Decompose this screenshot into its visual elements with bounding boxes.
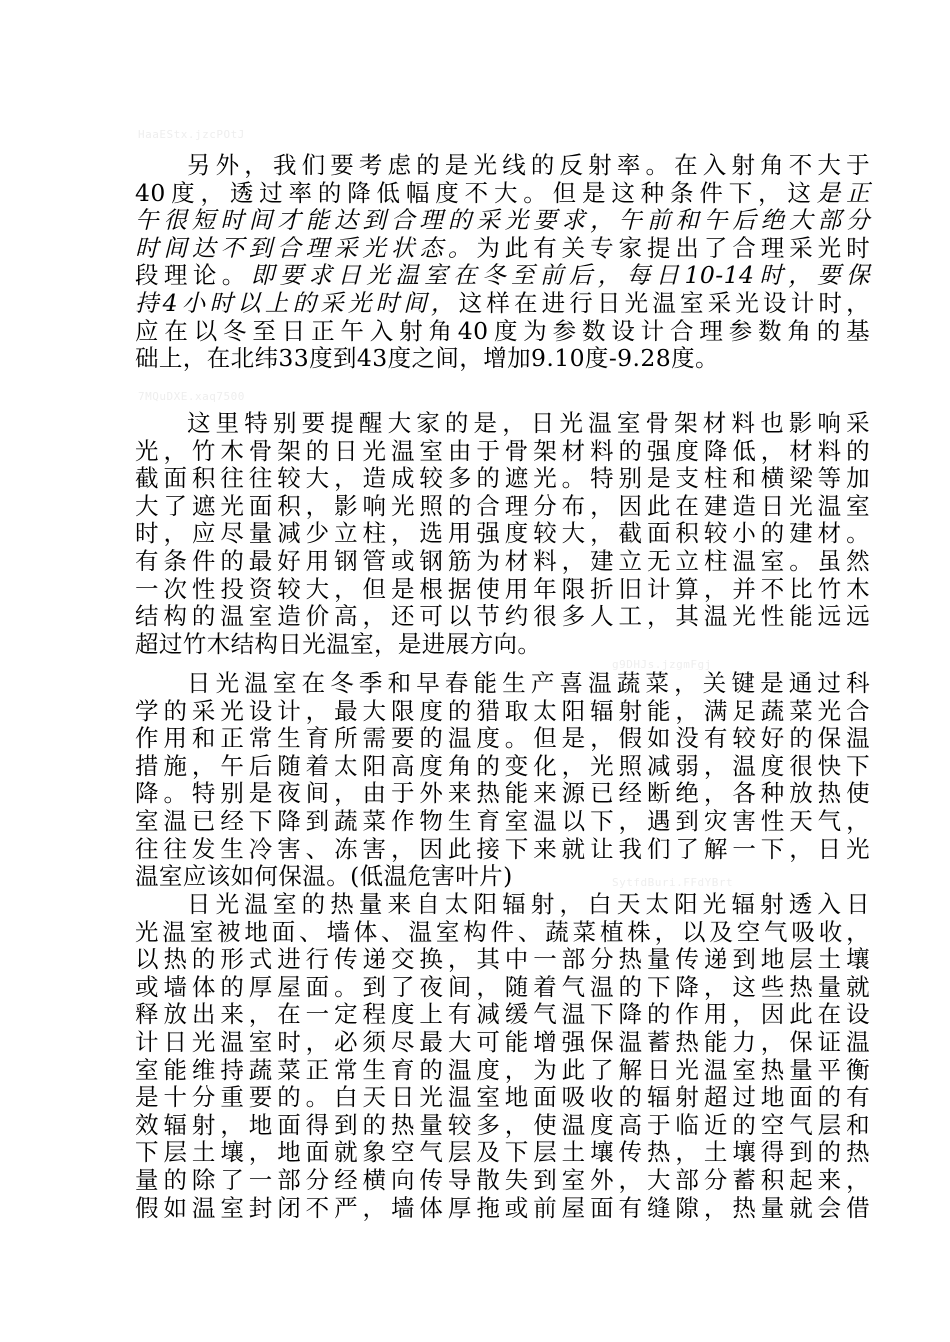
text-line: 学的采光设计，最大限度的猎取太阳辐射能，满足蔬菜光合 xyxy=(135,696,870,725)
text-line: 降。特别是夜间，由于外来热能来源已经断绝，各种放热使 xyxy=(135,779,870,808)
text-line: 础上，在北纬33度到43度之间，增加9.10度-9.28度。 xyxy=(135,344,719,373)
text-line: 时，应尽量减少立柱，选用强度较大，截面积较小的建材。 xyxy=(135,519,870,548)
text-line: 往往发生冷害、冻害，因此接下来就让我们了解一下，日光 xyxy=(135,834,870,863)
text-line: 这里特别要提醒大家的是，日光温室骨架材料也影响采 xyxy=(187,409,870,437)
text-line: 光温室被地面、墙体、温室构件、蔬菜植株，以及空气吸收， xyxy=(135,917,870,946)
text-line: 截面积往往较大，造成较多的遮光。特别是支柱和横梁等加 xyxy=(135,464,870,493)
watermark-text: g9DHJs.jzgmFgj xyxy=(612,658,712,671)
text-line: 日光温室在冬季和早春能生产喜温蔬菜，关键是通过科 xyxy=(187,669,870,697)
paragraph-1 xyxy=(135,152,870,373)
text-line: 一次性投资较大，但是根据使用年限折旧计算，并不比竹木 xyxy=(135,574,870,603)
paragraph-3 xyxy=(135,670,870,891)
text-line: 室温已经下降到蔬菜作物生育室温以下，遇到灾害性天气， xyxy=(135,806,870,835)
text-line: 量的除了一部分经横向传导散失到室外，大部分蓄积起来， xyxy=(135,1165,870,1194)
paragraph-4 xyxy=(135,891,870,1222)
text-line: 措施，午后随着太阳高度角的变化，光照减弱，温度很快下 xyxy=(135,751,870,780)
text-line: 结构的温室造价高，还可以节约很多人工，其温光性能远远 xyxy=(135,602,870,631)
text-line: 光，竹木骨架的日光温室由于骨架材料的强度降低，材料的 xyxy=(135,436,870,465)
text-line: 有条件的最好用钢管或钢筋为材料，建立无立柱温室。虽然 xyxy=(135,546,870,575)
watermark-text: SytfdBuri.FFdYBrt xyxy=(612,876,734,889)
watermark-text: 7MQuDXE.xaq7500 xyxy=(138,390,245,403)
text-line: 释放出来，在一定程度上有减缓气温下降的作用，因此在设 xyxy=(135,1000,870,1029)
text-line: 段理论。即要求日光温室在冬至前后，每日10-14时，要保 xyxy=(135,261,870,290)
text-line: 时间达不到合理采光状态。为此有关专家提出了合理采光时 xyxy=(135,233,870,262)
text-line: 持4小时以上的采光时间，这样在进行日光温室采光设计时， xyxy=(135,288,870,317)
text-line: 超过竹木结构日光温室，是进展方向。 xyxy=(135,629,542,658)
text-line: 温室应该如何保温。(低温危害叶片) xyxy=(135,862,513,891)
text-line: 或墙体的厚屋面。到了夜间，随着气温的下降，这些热量就 xyxy=(135,972,870,1001)
text-line: 40度，透过率的降低幅度不大。但是这种条件下，这是正 xyxy=(135,178,870,207)
text-line: 以热的形式进行传递交换，其中一部分热量传递到地层土壤 xyxy=(135,945,870,974)
text-line: 日光温室的热量来自太阳辐射，白天太阳光辐射透入日 xyxy=(187,890,870,918)
text-line: 计日光温室时，必须尽最大可能增强保温蓄热能力，保证温 xyxy=(135,1027,870,1056)
watermark-text: HaaEStx.jzcPOtJ xyxy=(138,128,245,141)
text-line: 午很短时间才能达到合理的采光要求，午前和午后绝大部分 xyxy=(135,206,870,235)
text-line: 大了遮光面积，影响光照的合理分布，因此在建造日光温室 xyxy=(135,491,870,520)
text-line: 室能维持蔬菜正常生育的温度，为此了解日光温室热量平衡 xyxy=(135,1055,870,1084)
text-line: 假如温室封闭不严，墙体厚拖或前屋面有缝隙，热量就会借 xyxy=(135,1193,870,1222)
paragraph-2 xyxy=(135,410,870,658)
text-line: 效辐射，地面得到的热量较多，使温度高于临近的空气层和 xyxy=(135,1110,870,1139)
text-line: 应在以冬至日正午入射角40度为参数设计合理参数角的基 xyxy=(135,316,870,345)
text-line: 作用和正常生育所需要的温度。但是，假如没有较好的保温 xyxy=(135,724,870,753)
text-line: 下层土壤，地面就象空气层及下层土壤传热，土壤得到的热 xyxy=(135,1138,870,1167)
text-line: 是十分重要的。白天日光温室地面吸收的辐射超过地面的有 xyxy=(135,1083,870,1112)
text-line: 另外，我们要考虑的是光线的反射率。在入射角不大于 xyxy=(187,151,870,179)
